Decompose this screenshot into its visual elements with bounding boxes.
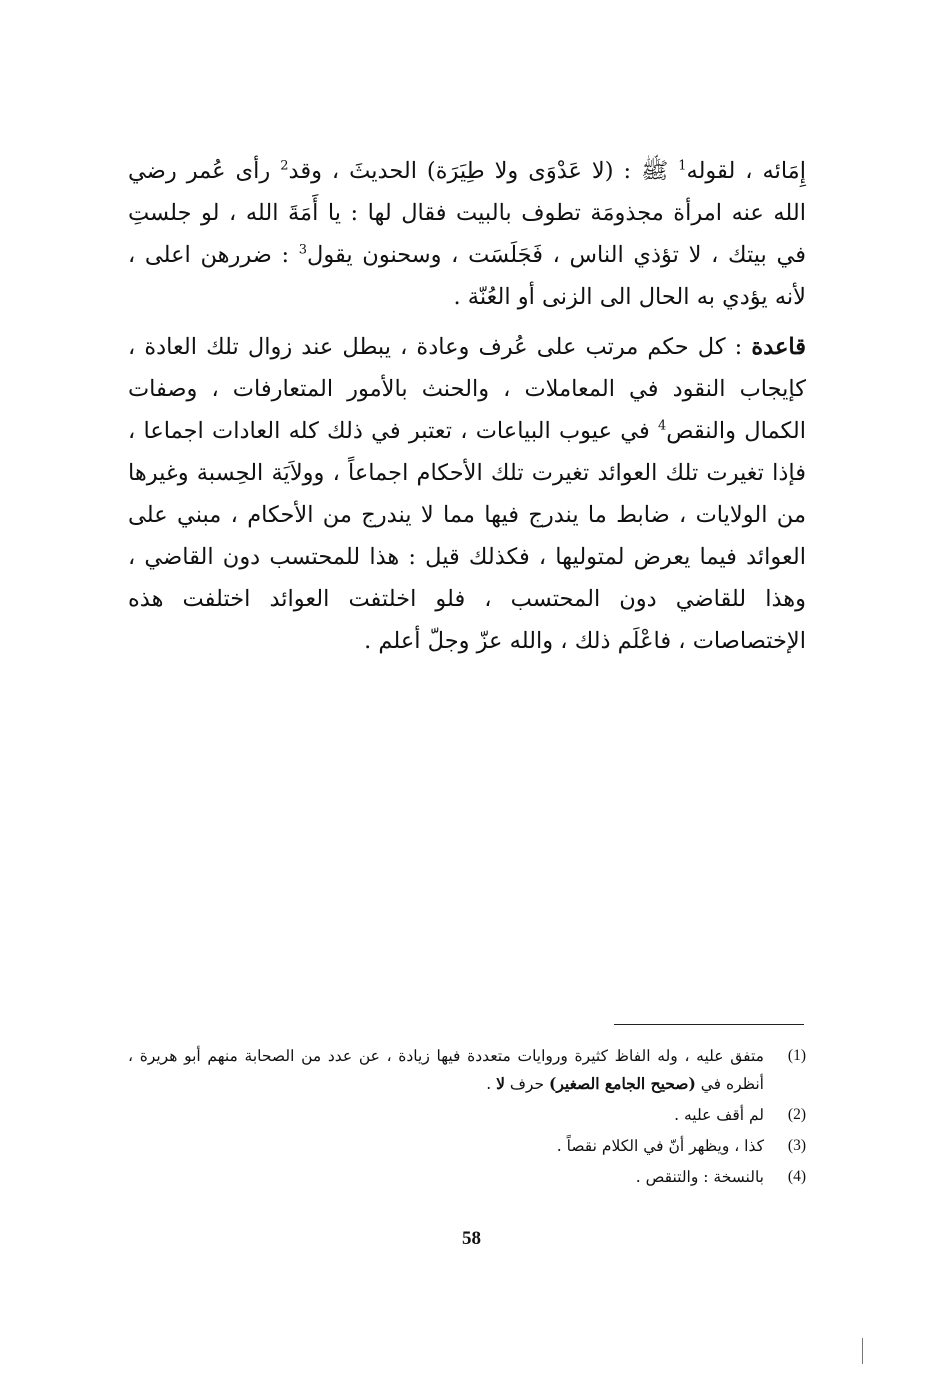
footnote-marker-1: 1 xyxy=(678,158,687,174)
footnote-separator xyxy=(614,1024,804,1025)
footnote-text: بالنسخة : والتنقص . xyxy=(635,1168,764,1186)
paragraph-2-seg-1: : كل حكم مرتب على عُرف وعادة ، يبطل عند زوال تلك العادة ، كإيجاب النقود في المعاملات ، والحنث بالأمور المتعارفات ، وصفات الكمال والنقص xyxy=(128,334,806,444)
footnote-number: (1) xyxy=(787,1047,806,1064)
footnote-1-text-b: حرف xyxy=(504,1075,549,1093)
footnote-1-book-title: (صحيح الجامع الصغير) xyxy=(549,1074,696,1093)
footnote-text: لم أقف عليه . xyxy=(674,1106,764,1124)
footnote-4 xyxy=(128,1163,806,1191)
footnote-2 xyxy=(128,1101,806,1129)
footnote-1-text-a: متفق عليه ، وله الفاظ كثيرة وروايات متعددة فيها زيادة ، عن عدد من الصحابة منهم أبو هريرة ، أنظره في xyxy=(128,1047,764,1093)
paragraph-1 xyxy=(128,150,806,318)
footnote-text xyxy=(128,1042,764,1098)
page-number: 58 xyxy=(462,1228,481,1249)
footnote-number: (2) xyxy=(787,1106,806,1123)
footnote-1-text-c: . xyxy=(486,1075,497,1093)
scan-edge-mark xyxy=(862,1338,863,1364)
footnote-3 xyxy=(128,1132,806,1160)
footnotes-list xyxy=(128,1042,806,1194)
paragraph-1-seg-4: : ضررهن اعلى ، لأنه يؤدي به الحال الى الزنى أو العُنّة . xyxy=(128,242,806,310)
footnote-text: كذا ، ويظهر أنّ في الكلام نقصاً . xyxy=(556,1137,764,1155)
rule-heading: قاعدة xyxy=(751,334,806,360)
footnote-marker-4: 4 xyxy=(658,418,667,434)
paragraph-1-seg-3: رأى عُمر رضي الله عنه امرأة مجذومَة تطوف بالبيت فقال لها : يا أَمَةَ الله ، لو جلستِ في بيتك ، لا تؤذي الناس ، فَجَلَسَت ، وسحنون يقول xyxy=(128,158,806,268)
paragraph-1-seg-2: ﷺ : (لا عَدْوَى ولا طِيَرَة) الحديثَ ، وقد xyxy=(288,158,679,184)
paragraph-2-seg-2: في عيوب البياعات ، تعتبر في ذلك كله العادات اجماعا ، فإذا تغيرت تلك العوائد تغيرت تلك الأحكام اجماعاً ، وولاَيَة الحِسبة وغيرها من الولايات ، ضابط ما يندرج فيها مما لا يندرج من الأحكام ، مبني على العوائد فيما يعرض لمتوليها ، فكذلك قيل : هذا للمحتسب دون القاضي ، وهذا للقاضي دون المحتسب ، فلو اخلتفت العوائد اختلفت هذه الإختصاصات ، فاعْلَم ذلك ، والله عزّ وجلّ أعلم . xyxy=(128,418,806,654)
footnote-marker-3: 3 xyxy=(298,242,308,258)
footnote-1-letter: لا xyxy=(496,1074,505,1093)
footnote-1 xyxy=(128,1042,806,1098)
footnote-number: (3) xyxy=(787,1137,806,1154)
footnote-marker-2: 2 xyxy=(280,158,289,174)
paragraph-2 xyxy=(128,326,806,662)
main-text xyxy=(128,150,806,662)
footnote-number: (4) xyxy=(787,1168,806,1185)
paragraph-1-seg-1: إِمَائه ، لقوله xyxy=(686,158,806,184)
